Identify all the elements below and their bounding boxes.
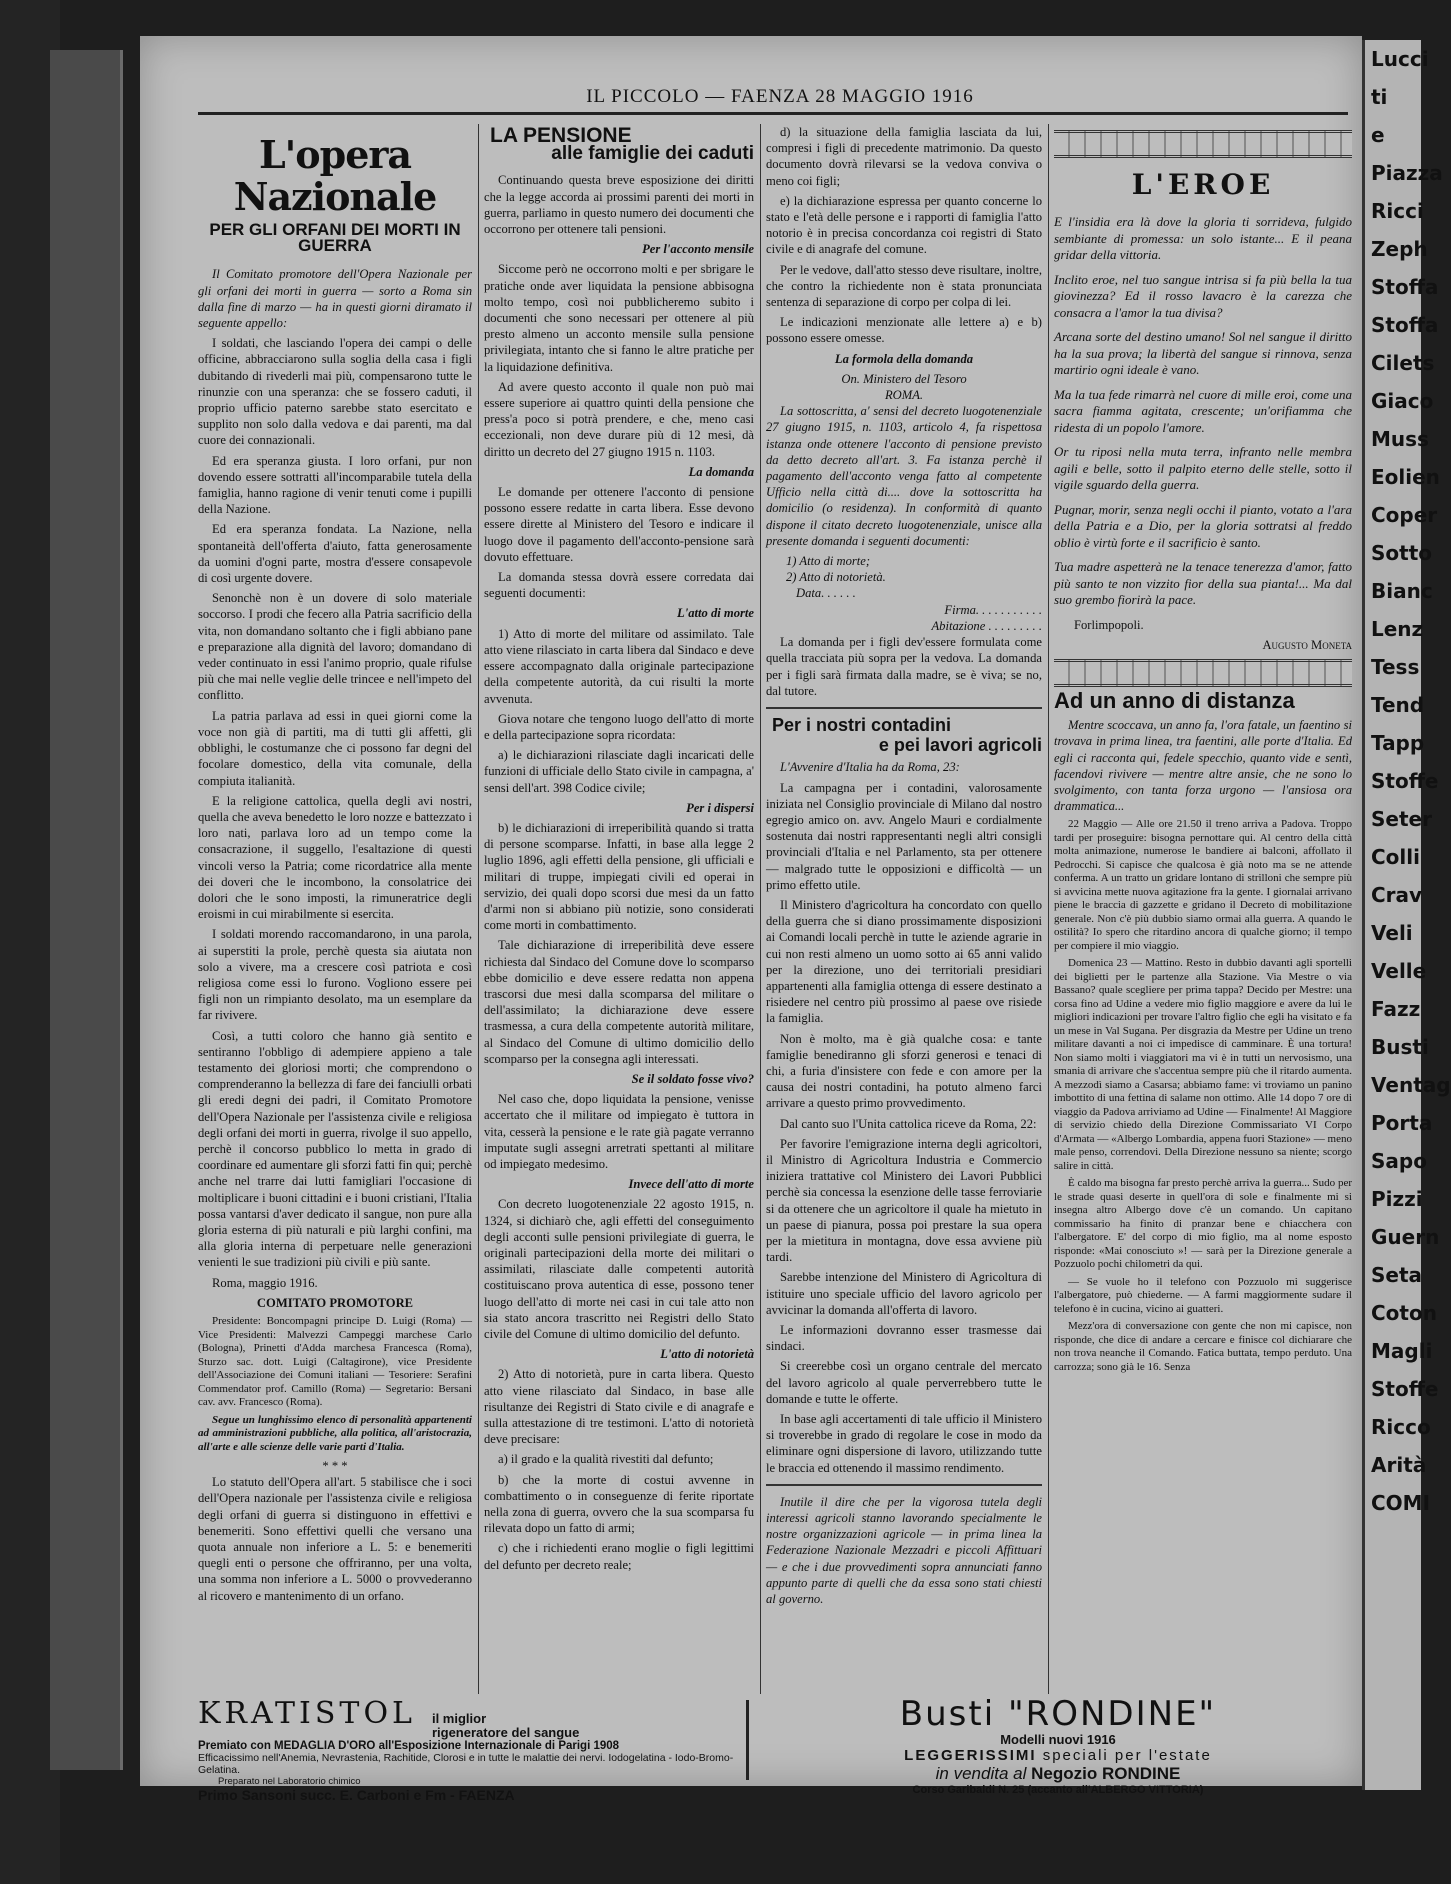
next-page-word: Coper bbox=[1371, 503, 1438, 527]
section-divider bbox=[766, 707, 1042, 709]
next-page-word: Velle bbox=[1371, 959, 1427, 983]
next-page-word: Veli bbox=[1371, 921, 1413, 945]
paragraph: Continuando questa breve esposizione dei diritti che la legge accorda ai prossimi parenti dei morti in guerra, parliamo in questo numero dei documenti che occorrono per ottenere tali pensioni. bbox=[484, 173, 754, 237]
ad-tagline: il miglior bbox=[431, 1711, 487, 1726]
ad-light: LEGGERISSIMI bbox=[904, 1747, 1037, 1764]
paragraph: Ed era speranza giusta. I loro orfani, pur non dovendo essere sottratti all'incomparabile tutela della famiglia, hanno ragione di venir tenuti come i pupilli della Nazione. bbox=[198, 453, 472, 517]
section-divider bbox=[766, 1484, 1042, 1486]
paragraph: In base agli accertamenti di tale ufficio il Ministero si troverebbe in grado di regolare le cose in modo da eliminare ogni dispersione di lavoro, utilizzando tutte le braccia ed ottenendo il massimo rendimento. bbox=[766, 1412, 1042, 1475]
paragraph: Senonchè non è un dovere di solo materiale soccorso. I prodi che fecero alla Patria sacrificio della vita, non domandano soltanto che i figli abbiano pane e preparazione alla dignità del lavoro; domandano di veder continuato in essi l'animo proprio, quale rifulse più che mai nelle veglie delle trincee e nell'impeto del conflitto. bbox=[198, 591, 472, 703]
next-page-word: Arità bbox=[1371, 1453, 1427, 1477]
paragraph: I soldati, che lasciando l'opera dei campi o delle officine, abbracciarono sulla soglia della casa i figli dubitando di rivederli mai più, compensarono tutte le rinunzie con una speranza: che se fossero caduti, il proprio ufficio paterno sarebbe stato esercitato e supplito non solo dalla vedova e dai parenti, ma dal cuore dei connazionali. bbox=[198, 336, 472, 448]
paragraph: e) la dichiarazione espressa per quanto concerne lo stato e l'età delle persone e i rapporti di famiglia l'atto notorio è in precisa concordanza coi registri di Stato civile e di anagrafe del comune. bbox=[766, 193, 1042, 257]
column-separator bbox=[478, 124, 479, 1694]
next-page-word: Ricco bbox=[1371, 1415, 1431, 1439]
next-page-word: Zeph bbox=[1371, 237, 1428, 261]
next-page-word: Magli bbox=[1371, 1339, 1433, 1363]
next-page-word: Ventag bbox=[1371, 1073, 1451, 1097]
ornament-border bbox=[1054, 130, 1352, 158]
next-page-word: COMI bbox=[1371, 1491, 1431, 1515]
next-page-word: Guern bbox=[1371, 1225, 1440, 1249]
ad-title: Busti "RONDINE" bbox=[899, 1694, 1217, 1734]
subheading: L'atto di morte bbox=[677, 606, 754, 621]
paragraph: Per favorire l'emigrazione interna degli agricoltori, il Ministro di Agricoltura Industria e Commercio iniziera trattative col Ministero dei Lavori Pubblici perchè sia concessa la esenzione delle tasse ferroviarie si da ottenere che un agricoltore il quale ha mietuto in un paese di pianura, possa poi prestare la sua opera per la mietitura in montagna, dove essa avviene più tardi. bbox=[766, 1136, 1042, 1265]
diary-entry: Mezz'ora di conversazione con gente che non mi capisce, non risponde, che dice di andare a cercare e finisce col dichiarare che non trova neanche il Comando. Fatica buttata, tempo perduto. Una carrozza; sono già le 16. Senza bbox=[1054, 1320, 1352, 1373]
next-page-word: e bbox=[1371, 123, 1385, 147]
ad-lab: Preparato nel Laboratorio chimico bbox=[218, 1776, 361, 1787]
next-page-word: Porta bbox=[1371, 1111, 1433, 1135]
next-page-word: Cilets bbox=[1371, 351, 1435, 375]
subheading: Per i dispersi bbox=[686, 800, 754, 815]
next-page-word: Stoffe bbox=[1371, 769, 1439, 793]
article-intro: Mentre scoccava, un anno fa, l'ora fatale, un faentino si trovava in prima linea, tra faentini, alle porte d'Italia. Ed egli ci racconta qui, fedele specchio, quanto vide e sentì, facendovi rivivere — mentre altre ansie, che ne sono lo svolgimento, con tanta forza urgono — l'ansiosa ora drammatica... bbox=[1054, 718, 1352, 814]
form-list-item: 2) Atto di notorietà. bbox=[786, 570, 886, 585]
ad-models: Modelli nuovi 1916 bbox=[1000, 1732, 1116, 1747]
paragraph: a) le dichiarazioni rilasciate dagli incaricati delle funzioni di ufficiale dello Stato civile in campagna, a' sensi dell'art. 398 Codice civile; bbox=[484, 748, 754, 795]
paragraph: La campagna per i contadini, valorosamente iniziata nel Consiglio provinciale di Milano dal nostro egregio amico on. avv. Angelo Mauri e cordialmente sostenuta dai nostri rappresentanti negli altri consigli provinciali d'Italia e nel Parlamento, sta per ottenere — malgrado tutte le opposizioni e difficoltà — un primo effetto utile. bbox=[766, 780, 1042, 892]
paragraph: Con decreto luogotenenziale 22 agosto 1915, n. 1324, si dichiarò che, agli effetti del conseguimento degli acconti sulle pensioni privilegiate di guerra, le originali partecipazioni della morte dei militari o assimilati, rilasciate dalle competenti autorità costituiscano prova autentica di esse, possono tener luogo dell'atto di morte nei casi in cui tale atto non sia stato ancora trascritto nei Registri dello Stato civile del Comune di ultimo domicilio del defunto. bbox=[484, 1197, 754, 1342]
paragraph: b) le dichiarazioni di irreperibilità quando si tratta di persone scomparse. Infatti, in base alla legge 2 luglio 1896, agli effetti della pensione, gli ufficiali e militari di truppe, impiegati civili ed operai in servizio, dei quali dopo scorsi due mesi da un fatto d'armi non si abbiano più notizie, sono considerati come morti in combattimento. bbox=[484, 820, 754, 933]
next-page-word: Stoffe bbox=[1371, 1377, 1439, 1401]
article-title: L'opera Nazionale bbox=[233, 132, 437, 219]
poem-place: Forlimpopoli. bbox=[1074, 617, 1144, 632]
next-page-word: Colli bbox=[1371, 845, 1420, 869]
paragraph: Si creerebbe così un organo centrale del mercato del lavoro agricolo al quale perverrebbero tutte le domande e tutte le offerte. bbox=[766, 1359, 1042, 1406]
subheading: La formola della domanda bbox=[834, 351, 974, 366]
ad-tagline: rigeneratore del sangue bbox=[431, 1725, 580, 1740]
column-separator bbox=[1048, 124, 1049, 1694]
paragraph: Ed era speranza fondata. La Nazione, nella spontaneità dell'offerta d'aiuto, fatta generosamente da uomini d'ogni parte, mostra d'essere consapevole di così urgente dovere. bbox=[198, 522, 472, 586]
paragraph: 1) Atto di morte del militare od assimilato. Tale atto viene rilasciato in carta libera dal Sindaco e deve essere accompagnato dalla originale partecipazione della competente autorità, da cui risulti la morte avvenuta. bbox=[484, 626, 754, 706]
paragraph: Il Ministero d'agricoltura ha concordato con quello della guerra che si diano prossimamente disposizioni ai Comandi locali perchè in tutte le aziende agrarie in cui non resti almeno un uomo sotto ai 65 anni valido per la direzione, uno dei territoriali presidiari appartenenti alla famiglia ottenga di essere destinato a risiedere nel centro più prossimo al paese ove risiede la famiglia. bbox=[766, 897, 1042, 1026]
form-signature: Firma. . . . . . . . . . . bbox=[944, 602, 1042, 617]
ad-award: Premiato con MEDAGLIA D'ORO all'Esposizione Internazionale di Parigi 1908 bbox=[198, 1740, 620, 1752]
next-page-word: Busti bbox=[1371, 1035, 1429, 1059]
paragraph: a) il grado e la qualità rivestiti dal defunto; bbox=[498, 1452, 714, 1467]
next-page-word: Piazza bbox=[1371, 161, 1443, 185]
next-page-word: ti bbox=[1371, 85, 1388, 109]
next-page-word: Lenz bbox=[1371, 617, 1424, 641]
kratistol-advertisement bbox=[198, 1696, 738, 1803]
paragraph: Lo statuto dell'Opera all'art. 5 stabilisce che i soci dell'Opera nazionale per l'assistenza civile e religiosa degli orfani di guerra si distinguono in effettivi e benemeriti. Sono effettivi quelli che versano una quota annuale non inferiore a L. 5: e benemeriti quegli enti o persone che offriranno, per una volta, una somma non inferiore a L. 5000 o provvederanno al ricovero e mantenimento di un orfano. bbox=[198, 1475, 472, 1603]
paragraph: I soldati morendo raccomandarono, in una parola, ai superstiti la prole, perchè questa sia aiutata non solo a vivere, ma a crescere così patriota e così religiosa come essi lo furono. Vogliono essere pei figli non un rimpianto desolato, ma un esemplare da far rivivere. bbox=[198, 927, 472, 1023]
next-page-word: Sotto bbox=[1371, 541, 1433, 565]
article-subtitle: alle famiglie dei caduti bbox=[551, 143, 754, 165]
committee-title: COMITATO PROMOTORE bbox=[256, 1295, 414, 1310]
poem-author: Augusto Moneta bbox=[1262, 637, 1352, 652]
subheading: La domanda bbox=[688, 464, 754, 479]
diary-entry: Domenica 23 — Mattino. Resto in dubbio davanti agli sportelli dei biglietti per le partenze alla Stazione. Via Mestre o via Bassano? quale scegliere per prima tappa? Decido per Mestre: una corsa fino ad Udine a vedere mio figlio maggiore e avere da lui le migliori indicazioni per trovare l'altro figlio che egli ha visitato e fa un mese in Val Sugana. Per disgrazia da Mestre per Udine un treno militare davanti a noi ci impedisce di camminare. È una tortura! Non siamo molti i viaggiatori ma vi è in tutti un nervosismo, una smania di arrivare che s'accentua sempre più che il ritardo aumenta. A mezzodì siamo a Casarsa; abbiamo fame: vi troviamo un panino imbottito di una fettina di salame non ottimo. Alle 14 dopo 7 ore di viaggio da Padova arriviamo ad Udine — Finalmente! Al Maggiore di servizio chiedo della Direzione Commissariato VI Corpo d'Armata — «Albergo Lombardia, appena fuori Stazione» — meno male penso, correndovi. Della Direzione nessuno sa niente; scorgo salire in città. bbox=[1054, 957, 1352, 1172]
article-title: Per i nostri contadini bbox=[772, 714, 952, 735]
ad-sale: in vendita al bbox=[935, 1764, 1027, 1783]
next-page-word: Stoffa bbox=[1371, 313, 1439, 337]
ad-shop: Negozio RONDINE bbox=[1031, 1764, 1181, 1783]
masthead-rule bbox=[198, 112, 1348, 115]
form-address-line: Abitazione . . . . . . . . . bbox=[931, 618, 1042, 633]
next-page-word: Coton bbox=[1371, 1301, 1437, 1325]
ad-address: Corso Garibaldi N. 25 (accanto all'ALBERGO VITTORIA) bbox=[912, 1784, 1204, 1796]
next-page-word: Seta bbox=[1371, 1263, 1423, 1287]
form-address: On. Ministero del Tesoro bbox=[841, 371, 967, 386]
form-body: La sottoscritta, a' sensi del decreto luogotenenziale 27 giugno 1915, n. 1103, articolo 4, fa rispettosa istanza onde ottenere l'acconto di pensione previsto da detto decreto all'art. 3. Fa istanza perchè il pagamento dell'acconto venga fatto al competente Ufficio nella città di.... dove la sottoscritta ha domicilio (o residenza). In conformità di quanto dispone il citato decreto luogotenenziale, unisce alla presente domanda i seguenti documenti: bbox=[766, 404, 1042, 548]
next-page-word: Tend bbox=[1371, 693, 1425, 717]
article-intro: Il Comitato promotore dell'Opera Nazionale per gli orfani dei morti in guerra — sorto a Roma sin dalla fine di marzo — ha in questi giorni diramato il seguente appello: bbox=[198, 267, 472, 331]
next-page-word: Lucci bbox=[1371, 47, 1429, 71]
form-date: Data. . . . . . bbox=[796, 586, 856, 601]
paragraph: Per le vedove, dall'atto stesso deve risultare, inoltre, che contro la richiedente non è stata pronunciata sentenza di separazione di corpo per colpa di lei. bbox=[766, 262, 1042, 310]
column-1 bbox=[198, 124, 472, 1689]
article-title: Ad un anno di distanza bbox=[1054, 687, 1295, 713]
form-list-item: 1) Atto di morte; bbox=[786, 554, 871, 569]
paragraph: La patria parlava ad essi in quei giorni come la voce non già di partiti, ma di tutti gli affetti, gli obblighi, le costumanze che ci possono far degni del focolare domestico, della vita comunale, della compiuta italianità. bbox=[198, 708, 472, 788]
next-page-word: Tess bbox=[1371, 655, 1420, 679]
poem-stanza: Inclito eroe, nel tuo sangue intrisa si fa più bella la tua giovinezza? Ed il rosso lavacro è la carezza che consacra a l'amor la tua divisa? bbox=[1054, 271, 1352, 320]
paragraph: Giova notare che tengono luogo dell'atto di morte e della partecipazione sopra ricordata: bbox=[484, 711, 754, 742]
next-page-word: Seter bbox=[1371, 807, 1432, 831]
next-page-word: Ricci bbox=[1371, 199, 1424, 223]
paragraph: La domanda stessa dovrà essere corredata dai seguenti documenti: bbox=[484, 570, 754, 601]
poem-stanza: E l'insidia era là dove la gloria ti sorrideva, fulgido sembiante di promessa: un solo istante... E il peana gridar della vittoria. bbox=[1054, 214, 1352, 262]
paragraph: Non è molto, ma è già qualche cosa: e tante famiglie benediranno gli sforzi generosi e tenaci di chi, a furia d'insistere con fede e con amore per la causa dei nostri contadini, ha potuto almeno farci arrivare a questo primo provvedimento. bbox=[766, 1031, 1042, 1111]
rondine-advertisement bbox=[758, 1694, 1358, 1796]
ad-brand: KRATISTOL bbox=[198, 1696, 416, 1731]
diary-entry: È caldo ma bisogna far presto perchè arriva la guerra... Sudo per le strade quasi deserte in quell'ora di sole e finalmente mi si insegna altro Albergo dove c'è un comando. Un capitano commissario ha finito di pranzar bene e chiacchera con l'albergatore. E' del corpo di mio figlio, ma al nome esposto risponde: «Mai conosciuto »! — sarà per la Direzione generale a Pozzuolo pochi chilometri da qui. bbox=[1054, 1177, 1352, 1271]
poem-stanza: Tua madre aspetterà ne la tenace tenerezza d'amor, fatto più santo te non vizzito fior della sua pianta!... Ma dal suo grembo fiorirà la pace. bbox=[1054, 559, 1352, 607]
next-page-word: Giaco bbox=[1371, 389, 1434, 413]
paragraph: Ad avere questo acconto il quale non può mai essere superiore ai quattro quinti della pensione che press'a poco si potrà prendere, e che, meno casi eccezionali, non deve durare più di 12 mesi, dà diritto un decreto del 27 giugno 1915 n. 1103. bbox=[484, 379, 754, 459]
paragraph: b) che la morte di costui avvenne in combattimento o in conseguenze di ferite riportate nella zona di guerra, ovvero che la sua scomparsa fu rilevata dopo un fatto di armi; bbox=[484, 1472, 754, 1536]
closing-paragraph: Inutile il dire che per la vigorosa tutela degli interessi agricoli stanno lavorando specialmente le nostre organizzazioni agricole — in prima linea la Federazione Nazionale Mezzadri e piccoli Affittuari — e che i due provvedimenti sopra annunciati fanno appunto parte di quelli che da essa sono stati chiesti al governo. bbox=[766, 1494, 1042, 1607]
next-page-word: Sapo bbox=[1371, 1149, 1427, 1173]
next-page-text bbox=[1365, 40, 1451, 1522]
next-page-word: Crav bbox=[1371, 883, 1423, 907]
column-separator bbox=[760, 124, 761, 1694]
column-4 bbox=[1054, 124, 1352, 1689]
ad-uses: Efficacissimo nell'Anemia, Nevrastenia, Rachitide, Clorosi e in tutte le malattie dei nervi. Iodogelatina - Iodo-Bromo-Gelatina. bbox=[198, 1752, 734, 1776]
form-address-city: ROMA. bbox=[884, 388, 924, 403]
paragraph: Nel caso che, dopo liquidata la pensione, venisse accertato che il militare od impiegato è tuttora in vita, cesserà la pensione e le rate già pagate verranno imputate sugli assegni arretrati spettanti al militare od impiegato medesimo. bbox=[484, 1092, 754, 1171]
article-subtitle: PER GLI ORFANI DEI MORTI IN GUERRA bbox=[209, 220, 461, 256]
paragraph: Sarebbe intenzione del Ministero di Agricoltura di istituire uno speciale ufficio del lavoro agricolo per avvicinar la domanda all'offerta di lavoro. bbox=[766, 1270, 1042, 1317]
poem-stanza: Or tu riposi nella muta terra, infranto nelle membra agili e belle, sotto il palpito eterno delle stelle, sotto il vigile sguardo della guerra. bbox=[1054, 444, 1352, 492]
diary-entry: 22 Maggio — Alle ore 21.50 il treno arriva a Padova. Troppo tardi per proseguire: bisogna pernottare qui. Al centro della città molta animazione, numerose le bandiere ai balconi, affollato il Pedrocchi. Si capisce che qualcosa è già noto ma se ne attende conferma. A un tratto un gridare lontano di strilloni che sempre più si avvicina mette nuova agitazione fra la gente. I giornalai arrivano piene le braccia di gazzette e gridano il Decreto di mobilitazione generale. Non c'è più dubbio siamo ormai alla guerra. A quando le ostilità? Io spero che ritardino ancora di qualche giorno; il tempo per compiere il mio viaggio. bbox=[1054, 818, 1352, 952]
subheading: Per l'acconto mensile bbox=[642, 242, 754, 257]
article-subtitle: e pei lavori agricoli bbox=[878, 735, 1042, 756]
masthead: IL PICCOLO — FAENZA 28 MAGGIO 1916 bbox=[586, 86, 974, 107]
next-page-word: Pizzi bbox=[1371, 1187, 1423, 1211]
paragraph: Così, a tutti coloro che hanno già sentito e sentiranno l'obbligo di adempiere appieno a tale testamento dei gloriosi morti; che comprendono o comprenderanno la bellezza di fare dei fanciulli orbati gli eredi degni dei padri, il Comitato Promotore dell'Opera Nazionale per l'assistenza civile e religiosa degli orfani dei morti in guerra, rivolge il suo appello, perchè il concorso pubblico lo metta in grado di coordinare ed aumentare gli sforzi fatti fin qui; perchè anche nel trarre dai lutti famigliari l'occasione di moltiplicare i buoni cittadini e i buoni cristiani, l'Italia possa vantarsi d'aver dedicato il sangue, non pure alla gloria esterna di più naturali e più larghi confini, ma alla gloria interna di perpetuare nelle generazioni venienti le sue tradizioni più civili e più sante. bbox=[198, 1028, 472, 1270]
subheading: Invece dell'atto di morte bbox=[628, 1177, 754, 1192]
paragraph: Le domande per ottenere l'acconto di pensione possono essere redatte in carta libera. Esse devono essere dirette al Ministero del Tesoro e indicare il luogo dove il pagamento dell'acconto-pensione sarà dovuto effettuare. bbox=[484, 485, 754, 564]
committee-list: Presidente: Boncompagni principe D. Luigi (Roma) — Vice Presidenti: Malvezzi Campeggi marchese Carlo (Bologna), Prinetti d'Adda marchesa Francesca (Roma), Sturzo sac. dott. Luigi (Caltagirone), vice Presidente dell'Associazione dei Comuni italiani — Tesoriere: Serafini Commendator prof. Camillo (Roma) — Segretario: Bersani cav. avv. Francesco (Roma). bbox=[198, 1315, 472, 1408]
ad-light-note: speciali per l'estate bbox=[1042, 1747, 1212, 1764]
committee-note: Segue un lunghissimo elenco di personalità appartenenti ad amministrazioni pubbliche, alla politica, all'aristocrazia, all'arte e alle scienze delle varie parti d'Italia. bbox=[198, 1413, 472, 1453]
subheading: L'atto di notorietà bbox=[660, 1347, 754, 1362]
diary-entry: — Se vuole ho il telefono con Pozzuolo mi suggerisce l'albergatore, può chiederne. — A farmi maggiormente sudare il telefono è in cucina, vicino ai guatteri. bbox=[1054, 1275, 1352, 1315]
poem bbox=[1054, 214, 1352, 609]
dateline: Roma, maggio 1916. bbox=[212, 1275, 318, 1290]
poem-stanza: Pugnar, morir, senza negli occhi il pianto, votato a l'ara della Patria e a Dio, per la gloria sottratsi al freddo oblio è virtù forte e il sacrificio è santo. bbox=[1054, 501, 1352, 550]
ad-divider bbox=[746, 1700, 749, 1780]
poem-stanza: Arcana sorte del destino umano! Sol nel sangue il diritto ha la sua prova; la libertà del sangue si rinnova, senza martirio ogni ideale è vano. bbox=[1054, 329, 1352, 377]
subheading: Se il soldato fosse vivo? bbox=[631, 1071, 754, 1086]
poem-stanza: Ma la tua fede rimarrà nel cuore di mille eroi, come una sacra fiamma agitata, crescente; un'orifiamma che ridesta di un popolo l'amore. bbox=[1054, 386, 1352, 435]
paragraph: c) che i richiedenti erano moglie o figli legittimi del defunto per decreto reale; bbox=[484, 1541, 754, 1572]
next-page-word: Stoffa bbox=[1371, 275, 1439, 299]
ad-maker: Primo Sansoni succ. E. Carboni e Fm - FAENZA bbox=[198, 1787, 515, 1803]
paragraph: Le indicazioni menzionate alle lettere a) e b) possono essere omesse. bbox=[766, 315, 1042, 346]
column-2 bbox=[484, 124, 754, 1689]
next-page-word: Tapp bbox=[1371, 731, 1425, 755]
poem-title: L'EROE bbox=[1131, 168, 1275, 201]
book-binding-edge bbox=[50, 50, 123, 1770]
paragraph: Le informazioni dovranno esser trasmesse dai sindaci. bbox=[766, 1323, 1042, 1354]
stars-separator: * * * bbox=[322, 1459, 348, 1473]
next-page-word: Fazz bbox=[1371, 997, 1421, 1021]
paragraph: E la religione cattolica, quella degli avi nostri, quella che aveva benedetto le loro nozze e battezzato i loro nati, parlava loro ad un tempo come la consacrazione, il suggello, l'esaltazione di questi vincoli verso la Patria; come ricordatrice alla mente dei doveri che le incombono, la consolatrice dei dolori che le sono imposti, la rimuneratrice degli eroismi in cui mirabilmente si esercita. bbox=[198, 793, 472, 922]
paragraph: Siccome però ne occorrono molti e per sbrigare le pratiche onde aver liquidata la pensione abbisogna molto tempo, così noi pubblicheremo subito i documenti che sono necessari per ottenere al più presto almeno un acconto mensile sulla pensione privilegiata, intanto che si fanno le altre pratiche per la liquidazione definitiva. bbox=[484, 262, 754, 374]
paragraph: Dal canto suo l'Unita cattolica riceve da Roma, 22: bbox=[780, 1116, 1037, 1131]
ornament-border bbox=[1054, 659, 1352, 687]
next-page-word: Eolien bbox=[1371, 465, 1440, 489]
next-page-edge bbox=[1362, 40, 1451, 1790]
paragraph: L'Avvenire d'Italia ha da Roma, 23: bbox=[780, 760, 960, 775]
newspaper-page bbox=[140, 36, 1362, 1803]
next-page-word: Bianc bbox=[1371, 579, 1433, 603]
paragraph: 2) Atto di notorietà, pure in carta libera. Questo atto viene rilasciato dal Sindaco, in base alle risultanze dei Registri di Stato civile e di anagrafe e sulla attestazione di tre testimoni. L'atto di notorietà deve precisare: bbox=[484, 1367, 754, 1447]
paragraph: La domanda per i figli dev'essere formulata come quella tracciata più sopra per la vedova. La domanda per i figli sarà firmata dalla madre, se è viva; se no, dal tutore. bbox=[766, 635, 1042, 698]
paragraph: Tale dichiarazione di irreperibilità deve essere richiesta dal Sindaco del Comune dove lo scomparso ebbe domicilio e deve essere redatta non appena trascorsi due mesi dalla scomparsa del militare o dell'assimilato; la dichiarazione deve essere trasmessa, a cura della competente autorità militare, al Sindaco del Comune di ultimo domicilio dello scomparso per la consegna agli interessati. bbox=[484, 938, 754, 1066]
next-page-word: Muss bbox=[1371, 427, 1429, 451]
article-title: LA PENSIONE bbox=[490, 124, 632, 147]
column-3 bbox=[766, 124, 1042, 1689]
paragraph: d) la situazione della famiglia lasciata da lui, compresi i figli di precedente matrimonio. Da questo documento dovrà rilevarsi se la vedova conviva o meno coi figli; bbox=[766, 125, 1042, 188]
